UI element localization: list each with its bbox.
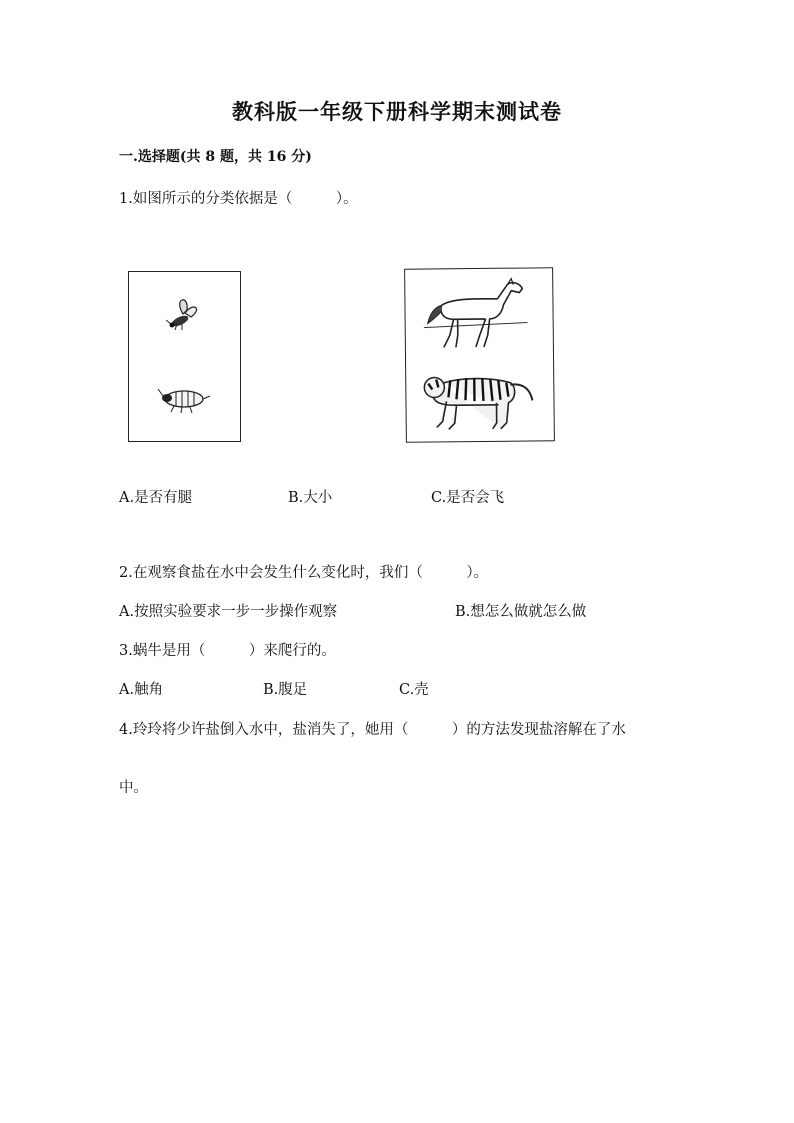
question-1-text: 1.如图所示的分类依据是（ ）。	[119, 191, 358, 207]
section-heading: 一.选择题(共 8 题，共 16 分)	[119, 149, 312, 165]
question-2-text: 2.在观察食盐在水中会发生什么变化时，我们（ ）。	[119, 565, 489, 581]
horse-icon	[423, 274, 528, 353]
q2-option-b[interactable]: B.想怎么做就怎么做	[455, 604, 587, 620]
tiger-icon	[420, 364, 539, 435]
q3-option-c[interactable]: C.壳	[399, 682, 429, 698]
question-4-text-line1: 4.玲玲将少许盐倒入水中，盐消失了，她用（ ）的方法发现盐溶解在了水	[119, 722, 626, 738]
butterfly-icon	[163, 290, 207, 334]
figure-left-panel	[128, 271, 241, 442]
q2-option-a[interactable]: A.按照实验要求一步一步操作观察	[119, 604, 338, 620]
q1-option-a[interactable]: A.是否有腿	[119, 490, 193, 506]
q3-option-a[interactable]: A.触角	[119, 682, 164, 698]
figure-right-panel	[404, 267, 555, 443]
question-4-text-line2: 中。	[119, 780, 148, 796]
q1-option-b[interactable]: B.大小	[288, 490, 333, 506]
q3-option-b[interactable]: B.腹足	[263, 682, 308, 698]
q1-option-c[interactable]: C.是否会飞	[431, 490, 505, 506]
pillbug-icon	[156, 384, 212, 416]
page-title: 教科版一年级下册科学期末测试卷	[232, 99, 562, 124]
question-3-text: 3.蜗牛是用（ ）来爬行的。	[119, 643, 336, 659]
